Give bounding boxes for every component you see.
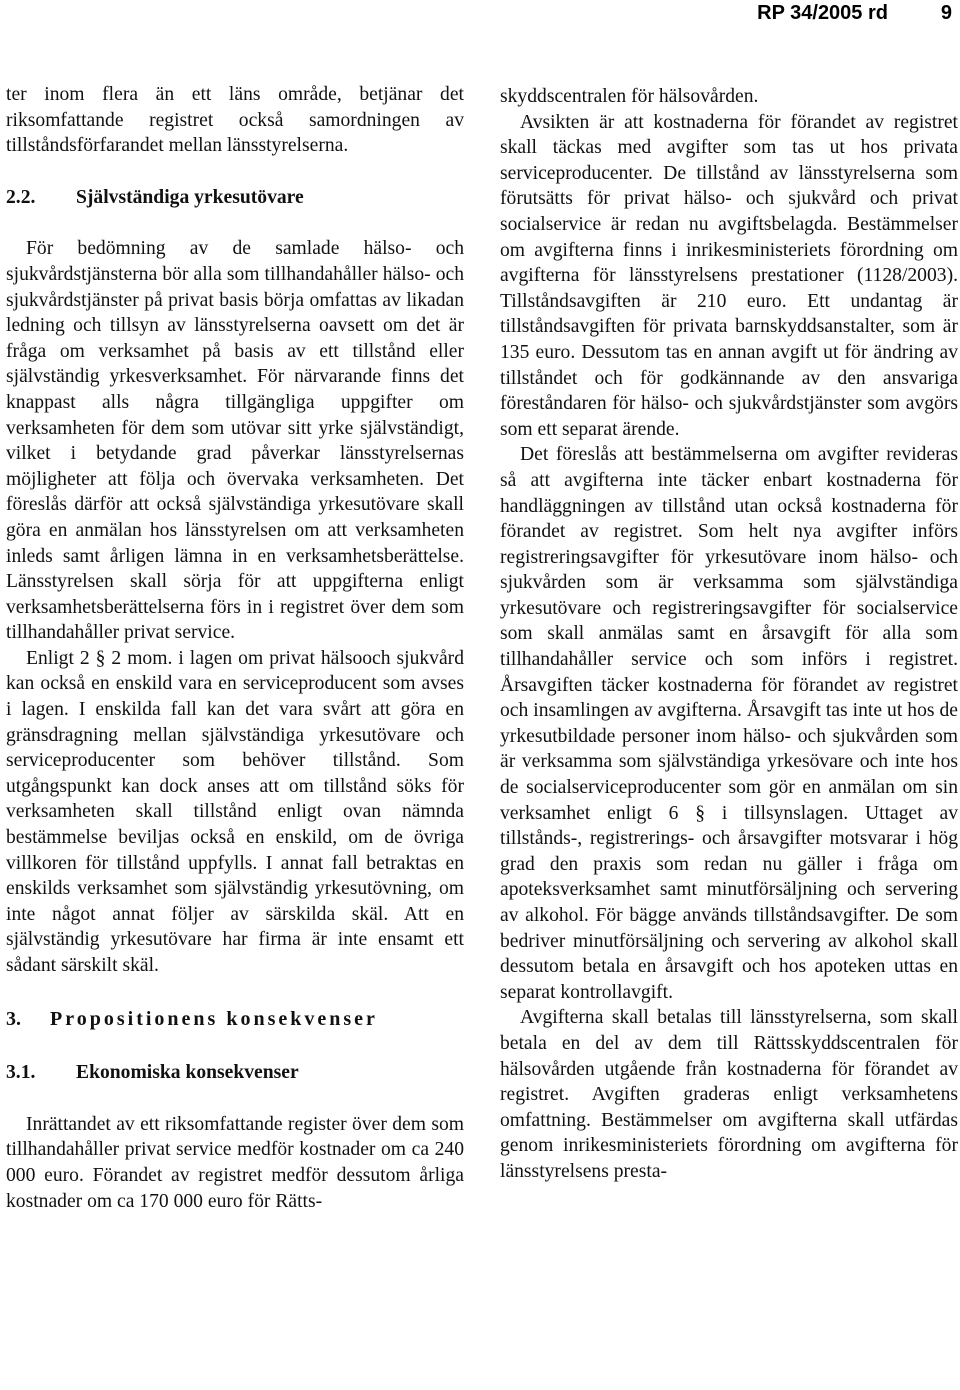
section-title: Propositionens konsekvenser bbox=[50, 1007, 378, 1030]
section-number: 2.2. bbox=[6, 186, 36, 208]
section-heading-3 bbox=[6, 1007, 464, 1033]
right-column bbox=[500, 84, 958, 1185]
paragraph-self-employed-1: För bedömning av de samlade hälso- och sjukvårdstjänsterna bör alla som tillhandahåller hälso- och sjukvårdstjänster på privat basis börja omfattas av likadan ledning och tillsyn av länsstyrelserna oavsett om det är fråga om verksamhet på basis av ett tillstånd eller självständig yrkesverksamhet. För närvarande finns det knappast alls några tillgängliga uppgifter om verksamheten för dem som utövar sitt yrke självständigt, vilket i betydande grad påverkar länsstyrelsernas möjligheter att följa och övervaka verksamheten. Det föreslås därför att också självständiga yrkesutövare skall göra en anmälan hos länsstyrelsen om att verksamheten inleds samt årligen lämna in en verksamhetsberättelse. Länsstyrelsen skall sörja för att uppgifterna enligt verksamhetsberättelserna förs in i registret över dem som tillhandahåller privat service. bbox=[6, 238, 464, 644]
section-heading-2-2 bbox=[6, 185, 464, 211]
section-heading-3-1 bbox=[6, 1060, 464, 1086]
section-number: 3.1. bbox=[6, 1062, 36, 1084]
page-header bbox=[0, 2, 960, 30]
paragraph-fees-2: Det föreslås att bestämmelserna om avgifter revideras så att avgifterna inte täcker enbart kostnaderna för handläggningen av tillstånd utan också kostnaderna för förandet av registret. Som helt nya avgifter införs registreringsavgifter för yrkesutövare inom hälso- och sjukvården som är verksamma som självständiga yrkesutövare och registreringsavgifter för socialservice som skall anmälas samt en årsavgift för alla som tillhandahåller service och som införs i registret. Årsavgiften täcker kostnaderna för förandet av registret och insamlingen av avgifterna. Årsavgift tas inte ut hos de yrkesutbildade personer inom hälso- och sjukvården som är verksamma som självständiga yrkesövare och inte hos de socialserviceproducenter som gör en anmälan om sin verksamhet enligt 6 § i tillsynslagen. Uttaget av tillstånds-, registrerings- och årsavgifter motsvarar i hög grad den praxis som redan nu gäller i fråga om apoteksverksamhet samt minutförsäljning och servering av alkohol. För bägge används tillståndsavgifter. De som bedriver minutförsäljning och servering av alkohol skall dessutom betala en årsavgift och hos apoteken uttas en separat kontrollavgift. bbox=[500, 444, 958, 1003]
page-number: 9 bbox=[940, 2, 952, 24]
paragraph-self-employed-2: Enligt 2 § 2 mom. i lagen om privat hälsooch sjukvård kan också en enskild vara en serviceproducent som avses i lagen. I enskilda fall kan det vara svårt att göra en gränsdragning mellan självständiga yrkesutövare och serviceproducenter som behöver tillstånd. Som utgångspunkt kan dock anses att om tillstånd söks för verksamheten skall tillstånd enligt ovan nämnda bestämmelse beviljas också en enskild, om de övriga villkoren för tillstånd uppfylls. I annat fall betraktas en enskilds verksamhet som självständig yrkesutövning, om inte något annat följer av särskilda skäl. Att en självständig yrkesutövare har firma är inte ensamt ett sådant särskilt skäl. bbox=[6, 647, 464, 976]
paragraph-fees-3: Avgifterna skall betalas till länsstyrelserna, som skall betala en del av dem till Rättsskyddscentralen för hälsovården utgående från kostnaderna för förandet av registret. Avgiften graderas enligt verksamhetens omfattning. Bestämmelser om avgifterna skall utfärdas genom inrikesministeriets förordning om avgifterna för länsstyrelsens presta- bbox=[500, 1007, 958, 1182]
section-title: Ekonomiska konsekvenser bbox=[76, 1062, 299, 1084]
paragraph-intro: ter inom flera än ett läns område, betjänar det riksomfattande registret också samordningen av tillståndsförfarandet mellan länsstyrelserna. bbox=[6, 84, 464, 157]
left-column bbox=[6, 82, 464, 1214]
paragraph-fees-1: Avsikten är att kostnaderna för förandet av registret skall täckas med avgifter som tas ut hos privata serviceproducenter. De tillstånd av länsstyrelserna som förutsätts för privat hälso- och sjukvård och privat socialservice är redan nu avgiftsbelagda. Bestämmelser om avgifterna finns i inrikesministeriets förordning om avgifterna för länsstyrelsens prestationer (1128/2003). Tillståndsavgiften är 210 euro. Ett undantag är tillståndsavgiften för privata barnskyddsanstalter, som är 135 euro. Dessutom tas en annan avgift ut för ändring av tillståndet och för godkännande av den ansvariga föreståndaren för hälso- och sjukvårdstjänster som avgörs som ett separat ärende. bbox=[500, 111, 958, 440]
document-reference: RP 34/2005 rd bbox=[757, 2, 888, 24]
paragraph-continuation: skyddscentralen för hälsovården. bbox=[500, 86, 759, 107]
paragraph-economic-1: Inrättandet av ett riksomfattande register över dem som tillhandahåller privat service medför kostnader om ca 240 000 euro. Förandet av registret medför dessutom årliga kostnader om ca 170 000 euro för Rätts- bbox=[6, 1113, 464, 1212]
section-title: Självständiga yrkesutövare bbox=[76, 186, 304, 208]
section-number: 3. bbox=[6, 1007, 21, 1030]
